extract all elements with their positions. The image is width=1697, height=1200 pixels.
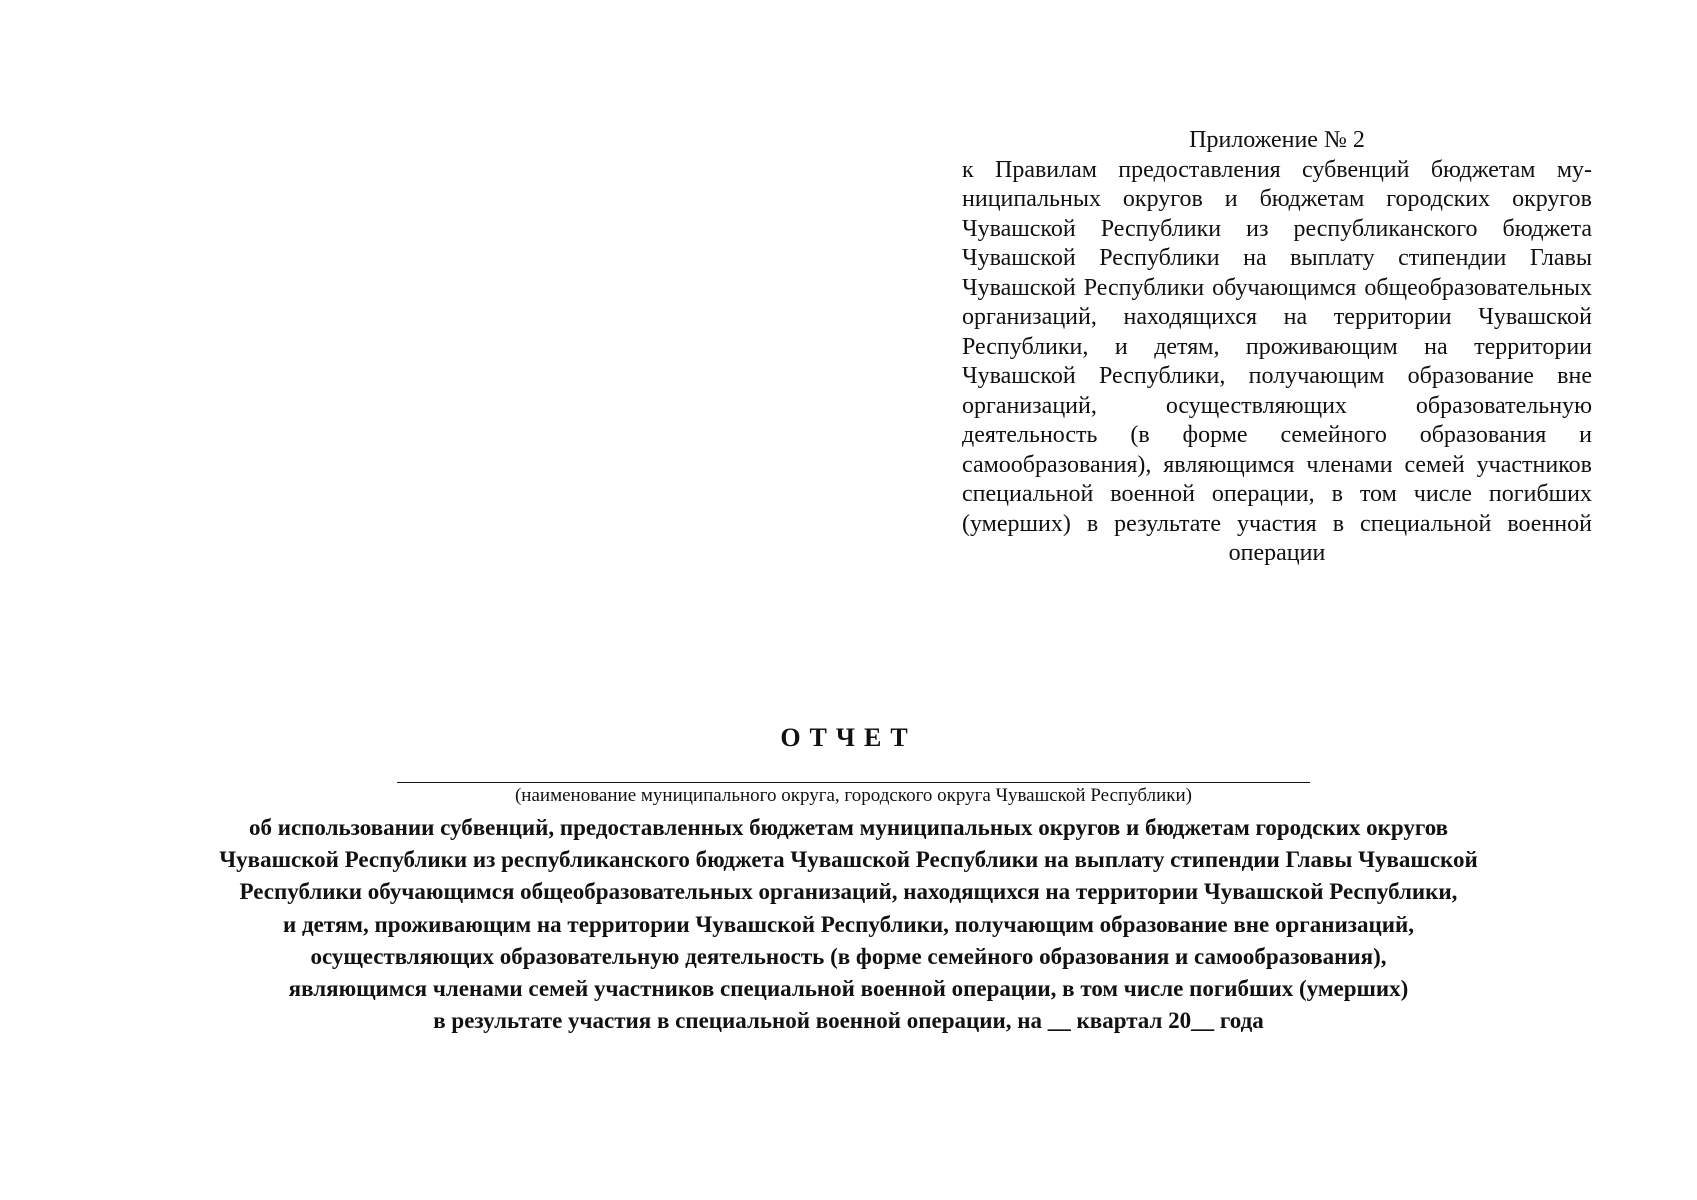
name-caption: (наименование муниципального округа, городского округа Чувашской Республики) — [514, 785, 1192, 806]
report-title: ОТЧЕТ — [780, 723, 917, 752]
appendix-text: к Правилам предоставления субвенций бюджетам муниципальных округов и бюджетам городских округов Чувашской Республики из республиканского бюджета Чувашской Республики на выплату стипендии Главы Чувашской Республики обучающимся общеобразовательных организаций, находящихся на территории Чувашской Республики, и детям, проживающим на территории Чувашской Республики, получающим образование вне организаций, осуществляющих образовательную деятельность (в форме семейного образования и самообразования), являющимся членами семей участников специальной военной операции, в том числе погибших (умерших) в результате участия в специальной военной операции — [962, 156, 1592, 566]
name-blank-line — [397, 782, 1310, 783]
report-description-line: Республики обучающимся общеобразовательных организаций, находящихся на территории Чувашской Республики, — [239, 879, 1458, 905]
report-description — [60, 812, 1637, 1037]
report-description-line: об использовании субвенций, предоставленных бюджетам муниципальных округов и бюджетам городских округов — [248, 815, 1449, 840]
report-description-line: и детям, проживающим на территории Чувашской Республики, получающим образование вне организаций, — [283, 911, 1414, 937]
report-description-line: в результате участия в специальной военной операции, на __ квартал 20__ года — [433, 1008, 1264, 1034]
report-description-line: Чувашской Республики из республиканского бюджета Чувашской Республики на выплату стипендии Главы Чувашской — [219, 847, 1478, 873]
report-description-line: являющимся членами семей участников специальной военной операции, в том числе погибших (умерших) — [288, 976, 1409, 1002]
report-description-line: осуществляющих образовательную деятельность (в форме семейного образования и самообразования), — [310, 943, 1387, 969]
appendix-block — [962, 126, 1592, 569]
appendix-title: Приложение № 2 — [1189, 127, 1365, 153]
